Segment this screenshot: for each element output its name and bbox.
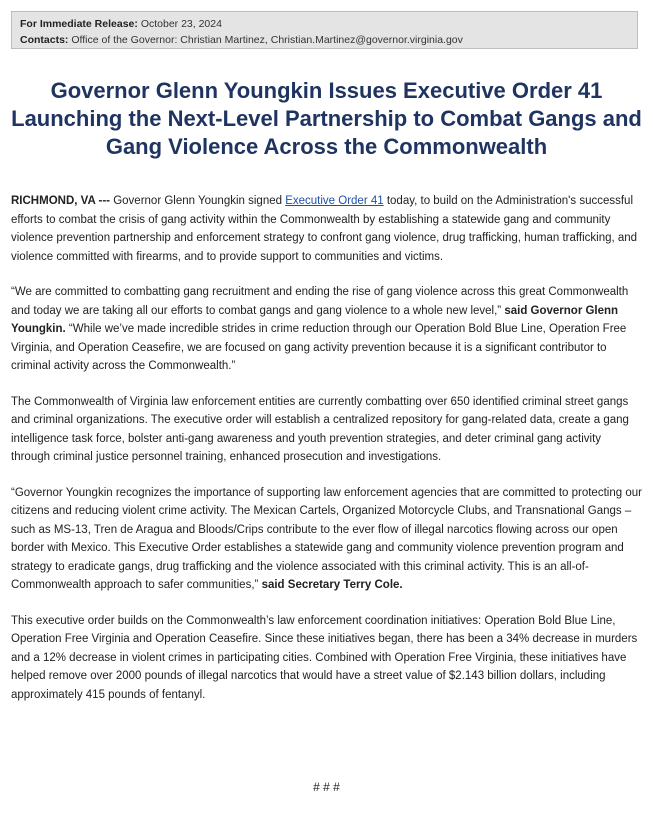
paragraph-5: This executive order builds on the Commonwealth’s law enforcement coordination initiatives: Operation Bold Blue Line, Operation Free Virginia and Operation Ceasefire. Since these initiatives began, there has been a 34% decrease in murders and a 12% decrease in violent crimes in participating cities. Combined with Operation Free Virginia, these initiatives have helped remove over 2000 pounds of illegal narcotics that would have a street value of $2.143 billion dollars, including approximately 415 pounds of fentanyl. [11,614,638,701]
press-release-body [11,192,643,721]
paragraph-4 [11,484,643,595]
paragraph-1-intro: Governor Glenn Youngkin signed [113,195,286,207]
paragraph-2 [11,283,643,376]
contacts-line [20,32,629,48]
contacts-label: Contacts: [20,34,69,46]
release-date: October 23, 2024 [140,18,222,30]
release-header [11,11,638,49]
governor-quote-1: “We are committed to combatting gang recruitment and ending the rise of gang violence across this great Commonwealth and today we are taking all our efforts to combat gangs and gang violence to a whole new level,” [11,286,629,317]
dateline: RICHMOND, VA --- [11,195,114,207]
paragraph-3: The Commonwealth of Virginia law enforcement entities are currently combatting over 650 identified criminal street gangs and criminal organizations. The executive order will establish a centralized repository for gang-related data, create a gang intelligence task force, bolster anti-gang awareness and youth prevention strategies, and deter criminal gang activity through criminal justice personnel training, enhanced prosecution and investigations. [11,395,629,463]
release-label: For Immediate Release: [20,18,138,30]
page-title: Governor Glenn Youngkin Issues Executive Order 41 Launching the Next-Level Partnership to Combat Gangs and Gang Violence Across the Commonwealth [11,78,642,159]
governor-attribution: said Governor Glenn Youngkin. [11,304,619,335]
governor-quote-2: “While we’ve made incredible strides in crime reduction through our Operation Bold Blue Line, Operation Free Virginia, and Operation Ceasefire, we are focused on gang activity prevention because it is a significant contributor to criminal activity across the Commonwealth.” [11,323,627,372]
executive-order-link[interactable]: Executive Order 41 [285,195,384,207]
secretary-attribution: said Secretary Terry Cole. [261,579,403,591]
paragraph-1-rest: today, to build on the Administration's successful efforts to combat the crisis of gang activity within the Commonwealth by establishing a statewide gang and community violence prevention partnership and enforcement strategy to confront gang violence, drug trafficking, human trafficking, and violence committed with firearms, and to provide support to communities and victims. [11,195,638,263]
release-line [20,16,629,32]
secretary-quote: “Governor Youngkin recognizes the importance of supporting law enforcement agencies that are committed to protecting our citizens and reducing violent crime activity. The Mexican Cartels, Organized Motorcycle Clubs, and Transnational Gangs – such as MS-13, Tren de Aragua and Bloods/Crips contribute to the ever flow of illegal narcotics flowing across our open border with Mexico. This Executive Order establishes a statewide gang and community violence prevention program and strategy to eradicate gangs, drug trafficking and the violence associated with this criminal activity. This is an all-of-Commonwealth approach to safer communities,” [11,486,642,591]
end-mark: # # # [313,780,340,794]
paragraph-1 [11,192,643,266]
contacts-value: Office of the Governor: Christian Martinez, Christian.Martinez@governor.virginia.gov [71,34,463,46]
